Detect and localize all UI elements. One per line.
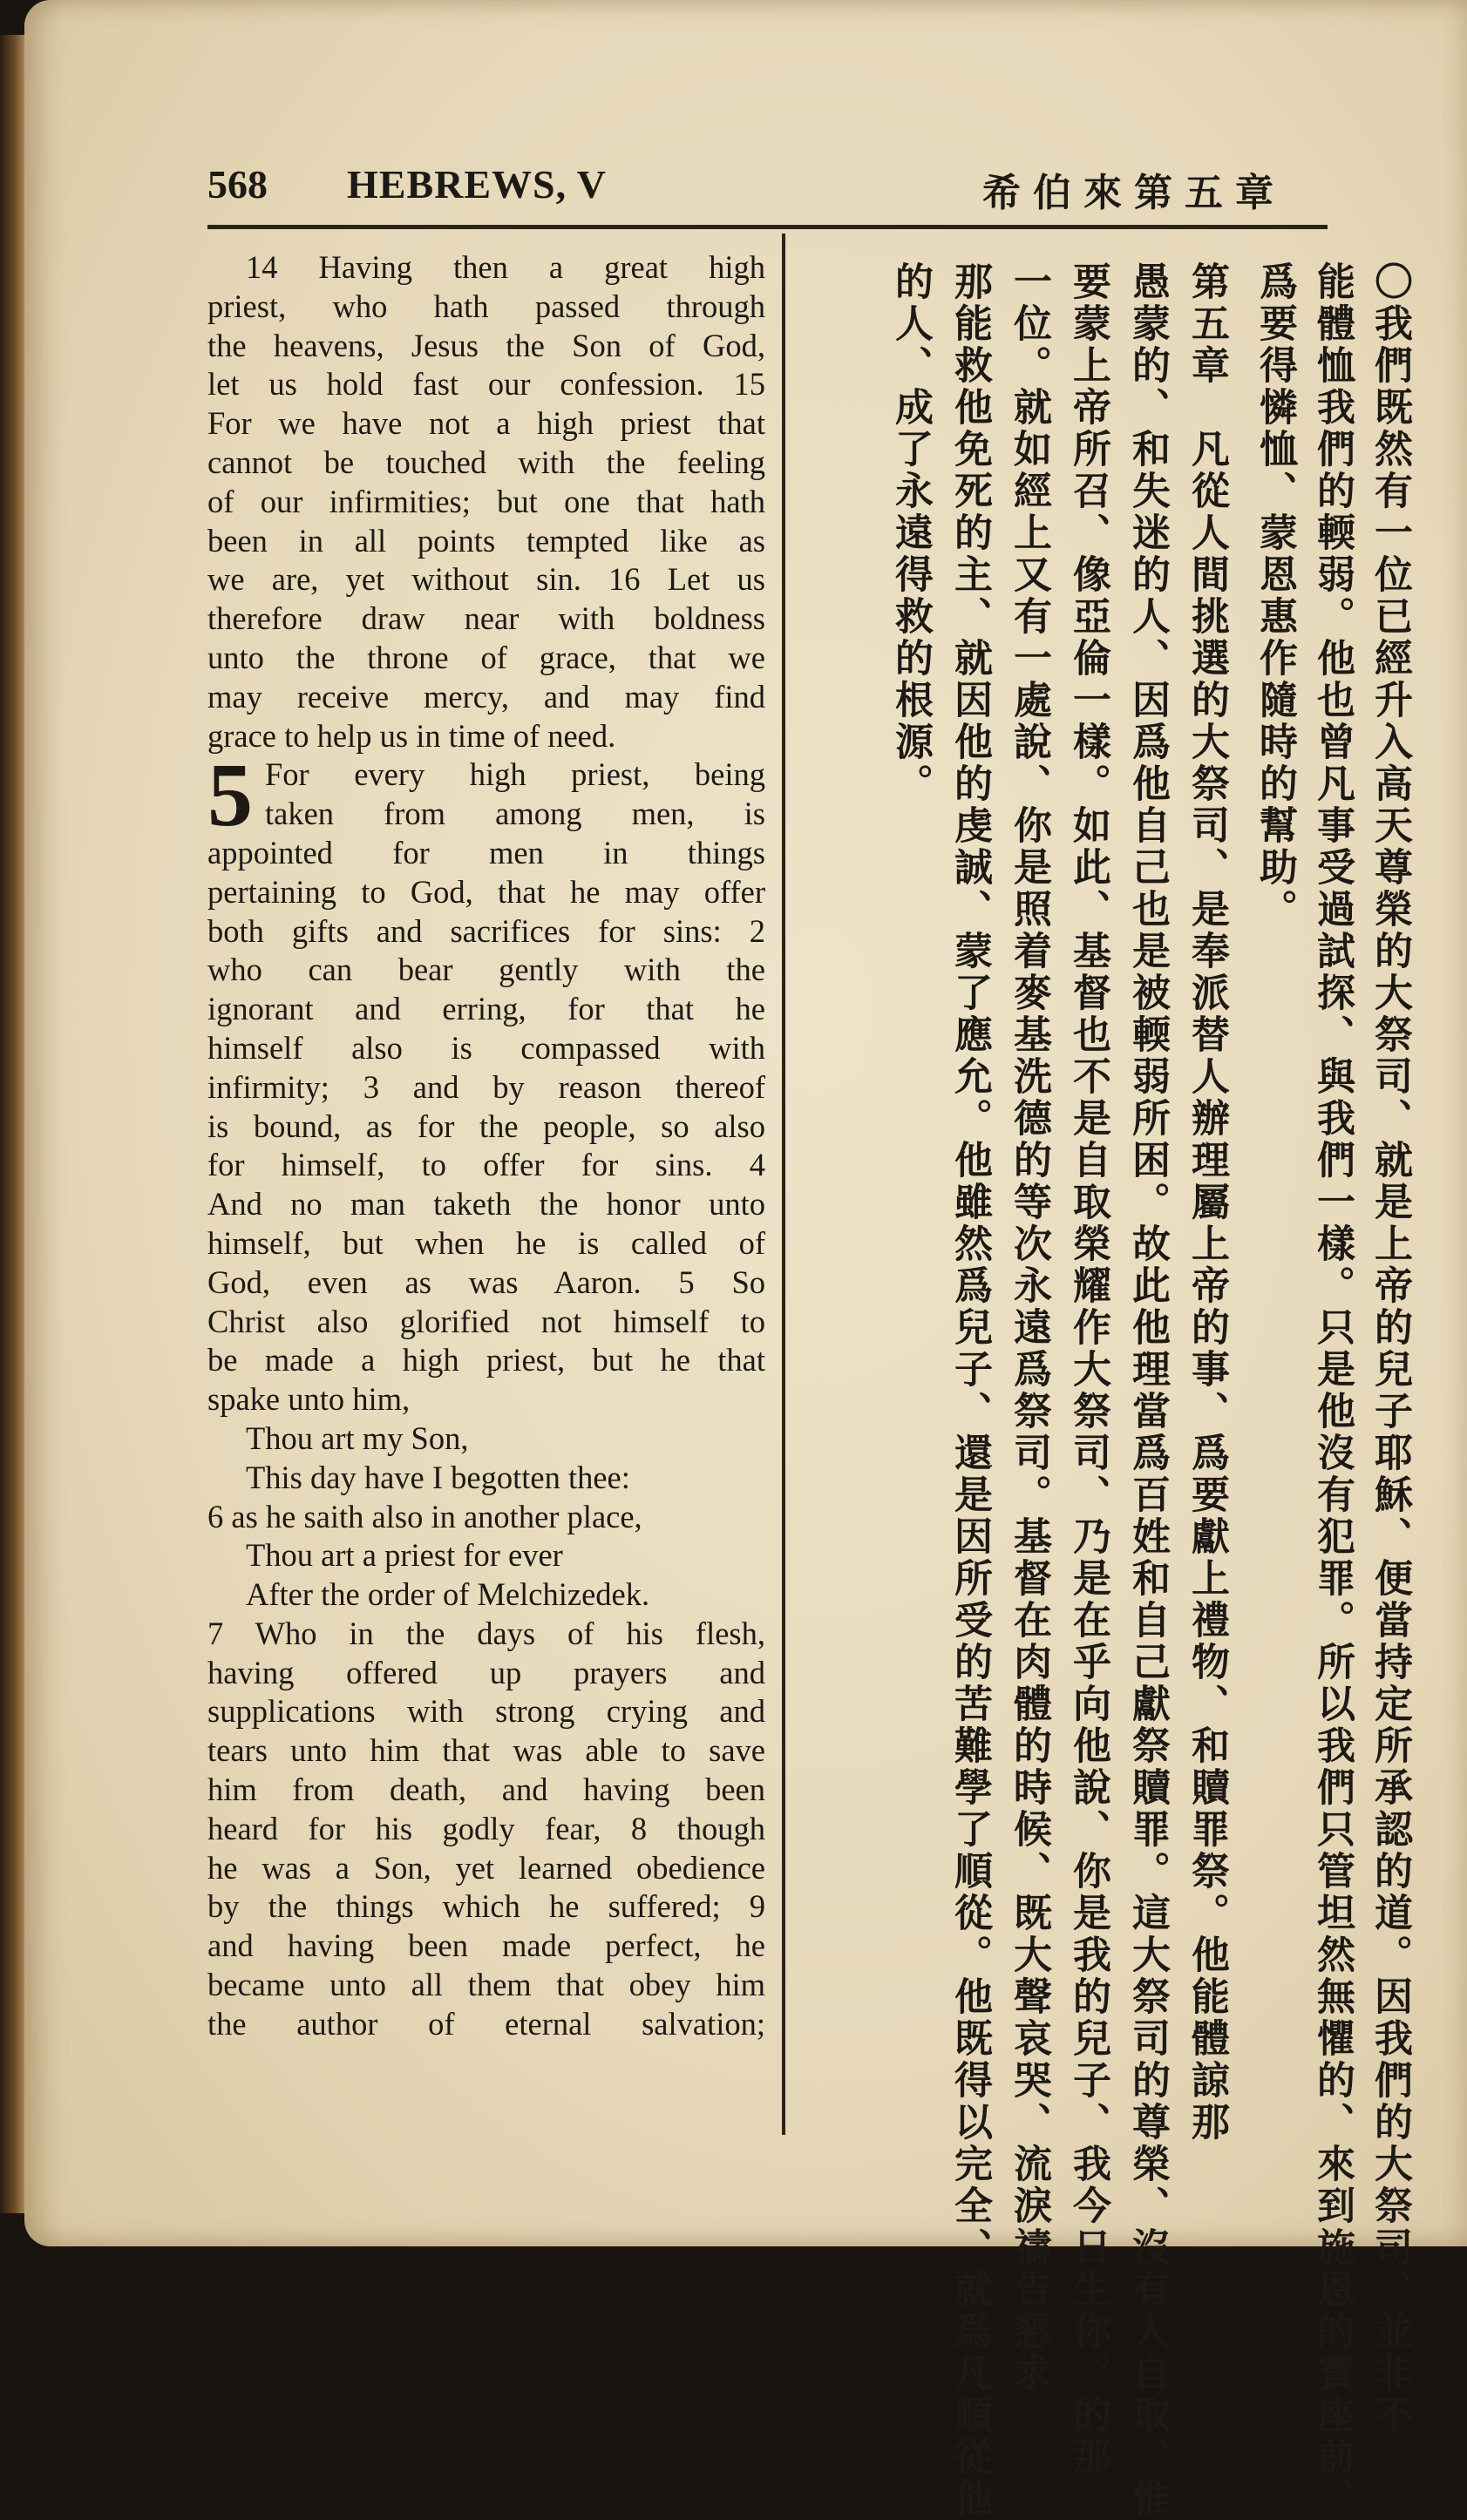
text-line: For we have not a high priest that	[207, 405, 765, 442]
text-line: tears unto him that was able to save	[207, 1732, 765, 1769]
text-line: been in all points tempted like as	[207, 522, 765, 559]
chinese-text-column: 的人、成了永遠得救的根源。	[888, 261, 933, 805]
text-line: let us hold fast our confession. 15	[207, 366, 765, 403]
text-line: For every high priest, being	[265, 756, 765, 793]
text-line: him from death, and having been	[207, 1771, 765, 1808]
text-line: he was a Son, yet learned obedience	[207, 1849, 765, 1886]
text-line: cannot be touched with the feeling	[207, 444, 765, 480]
chinese-text-column: 能體恤我們的輭弱。他也曾凡事受過試探、與我們一樣。只是他沒有犯罪。所以我們只管坦然無懼的、來到施恩的寶座前、	[1310, 261, 1355, 2520]
english-column	[207, 248, 765, 2044]
text-line: Christ also glorified not himself to	[207, 1303, 765, 1339]
header-rule	[207, 225, 1328, 229]
chinese-text-column: 爲要得憐恤、蒙恩惠作隨時的幫助。	[1253, 261, 1297, 931]
text-line: of our infirmities; but one that hath	[207, 483, 765, 519]
book-title: HEBREWS, V	[347, 162, 608, 207]
text-line: appointed for men in things	[207, 834, 765, 870]
text-line: himself also is compassed with	[207, 1029, 765, 1066]
text-line: spake unto him,	[207, 1381, 411, 1418]
column-divider	[782, 234, 785, 2135]
chinese-text-column: 一位。就如經上又有一處說、你是照着麥基洗德的等次永遠爲祭司。基督在肉體的時候、既大聲哀哭、流淚禱告懇求	[1007, 261, 1051, 2395]
text-line: became unto all them that obey him	[207, 1967, 765, 2003]
text-line: pertaining to God, that he may offer	[207, 873, 765, 910]
text-line: may receive mercy, and may find	[207, 678, 765, 715]
text-line: having offered up prayers and	[207, 1654, 765, 1690]
chinese-column	[804, 261, 1414, 2520]
chinese-text-column: 那能救他免死的主、就因他的虔誠、蒙了應允。他雖然爲兒子、還是因所受的苦難學了順從。他既得以完全、就爲凡順從他	[947, 261, 992, 2520]
text-line: supplications with strong crying and	[207, 1693, 765, 1730]
text-line: by the things which he suffered; 9	[207, 1888, 765, 1925]
text-line: himself, but when he is called of	[207, 1224, 765, 1261]
text-line: 14 Having then a great high	[246, 249, 765, 285]
page-number: 568	[207, 162, 268, 207]
chinese-text-column: 〇我們既然有一位已經升入高天尊榮的大祭司、就是上帝的兒子耶穌、便當持定所承認的道。因我們的大祭司、並非不	[1368, 261, 1412, 2436]
text-line: is bound, as for the people, so also	[207, 1108, 765, 1144]
text-line: be made a high priest, but he that	[207, 1342, 765, 1379]
chapter-number: 5	[207, 745, 253, 846]
text-line: the heavens, Jesus the Son of God,	[207, 327, 765, 363]
text-line: we are, yet without sin. 16 Let us	[207, 561, 765, 598]
running-head	[207, 161, 1321, 213]
text-line: grace to help us in time of need.	[207, 717, 616, 754]
text-line: God, even as was Aaron. 5 So	[207, 1263, 765, 1300]
chinese-text-column: 第五章 凡從人間挑選的大祭司、是奉派替人辦理屬上帝的事、爲要獻上禮物、和贖罪祭。他能體諒那	[1185, 261, 1229, 2144]
text-line: 7 Who in the days of his flesh,	[207, 1615, 765, 1651]
text-line: for himself, to offer for sins. 4	[207, 1147, 765, 1183]
text-line: the author of eternal salvation;	[207, 2005, 765, 2042]
chapter-start	[207, 745, 765, 846]
text-line: both gifts and sacrifices for sins: 2	[207, 912, 765, 949]
poem-line: Thou art my Son,	[246, 1419, 469, 1456]
verse-line: 6 as he saith also in another place,	[207, 1498, 642, 1534]
text-line: who can bear gently with the	[207, 952, 765, 988]
chinese-text-column: 愚蒙的、和失迷的人、因爲他自己也是被輭弱所困。故此他理當爲百姓和自己獻祭贖罪。這大祭司的尊榮、沒有人自取、惟	[1125, 261, 1170, 2520]
chinese-text-column: 要蒙上帝所召、像亞倫一樣。如此、基督也不是自取榮耀作大祭司、乃是在乎向他說、你是我的兒子、我今日生你。的那	[1066, 261, 1110, 2478]
text-line: therefore draw near with boldness	[207, 600, 765, 637]
poem-line: After the order of Melchizedek.	[246, 1576, 650, 1613]
text-line: and having been made perfect, he	[207, 1927, 765, 1964]
chinese-title: 希伯來第五章	[982, 171, 1286, 215]
text-line: priest, who hath passed through	[207, 288, 765, 324]
poem-line: This day have I begotten thee:	[246, 1459, 630, 1495]
text-line: infirmity; 3 and by reason thereof	[207, 1068, 765, 1105]
text-line: heard for his godly fear, 8 though	[207, 1810, 765, 1846]
text-line: unto the throne of grace, that we	[207, 639, 765, 675]
poem-line: Thou art a priest for ever	[246, 1537, 563, 1574]
text-line: ignorant and erring, for that he	[207, 991, 765, 1027]
text-line: And no man taketh the honor unto	[207, 1186, 765, 1223]
book-spine	[0, 35, 24, 2213]
text-line: taken from among men, is	[265, 796, 765, 832]
